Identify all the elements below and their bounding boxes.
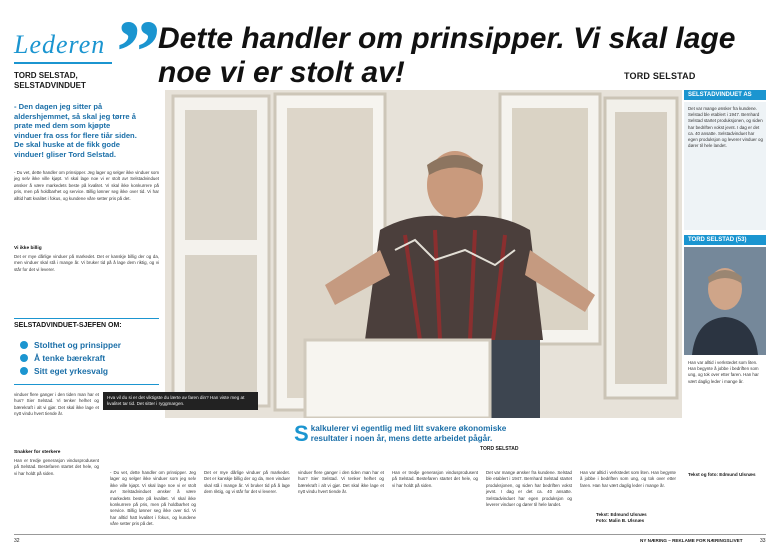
portrait-illustration bbox=[684, 247, 766, 355]
portrait-photo bbox=[684, 247, 766, 355]
values-item: Stolthet og prinsipper bbox=[20, 340, 121, 351]
photo-caption: Hva vil du si er det viktigste du lærte av faren din? Han viste meg at kvalitet tar tid. Det sitter i ryggmargen. bbox=[103, 392, 258, 410]
main-photo bbox=[165, 90, 682, 418]
author-company: SELSTADVINDUET bbox=[14, 81, 86, 90]
portrait-text: Han var alltid i verkstedet som liten. Han begynte å jobbe i bedriften som ung, og tok over etter faren. Han har vært daglig leder i mange år. bbox=[688, 360, 759, 384]
page-number-left: 32 bbox=[14, 538, 20, 544]
body-column-b: Det er mye dårlige vinduer på markedet. Det er kanskje billig der og da, men vinduer skal stå i mange år. Vi bruker tid på å lage dem riktig, og vi står for det vi leverer. bbox=[204, 470, 290, 495]
subheading-2: Snakker for sterkere bbox=[14, 450, 61, 455]
publication-name: NY NÆRING – REKLAME FOR NÆRINGSLIVET bbox=[640, 538, 743, 543]
text-credit: Tekst: Edmund Ulsnæs bbox=[596, 512, 647, 517]
values-list bbox=[20, 340, 121, 379]
fact-box-text: Det var mange ønsker fra kundene. Selstad ble etablert i 1947. Bernhard Selstad startet produksjonen, og siden har bedriften vokst jevnt. I dag er det ca. 40 ansatte. Selstadvinduet har egen produksjon og leverer vinduer og dører til hele landet. bbox=[688, 106, 763, 149]
values-item: Å tenke bærekraft bbox=[20, 353, 121, 364]
fact-box-title: SELSTADVINDUET AS bbox=[684, 90, 766, 100]
headline: Dette handler om prinsipper. Vi skal lage noe vi er stolt av! bbox=[158, 22, 736, 89]
body-column-f: Han var alltid i verkstedet som liten. Han begynte å jobbe i bedriften som ung, og tok over etter faren. Han har vært daglig leder i mange år. bbox=[580, 470, 676, 488]
bullet-icon bbox=[20, 341, 28, 349]
pull-quote-byline: TORD SELSTAD bbox=[480, 446, 519, 452]
body-column-e: Det var mange ønsker fra kundene. Selstad ble etablert i 1947. Bernhard Selstad startet produksjonen, og siden har bedriften vokst jevnt. I dag er det ca. 40 ansatte. Selstadvinduet har egen produksjon og leverer vinduer og dører til hele landet. bbox=[486, 470, 572, 508]
bullet-icon bbox=[20, 354, 28, 362]
workshop-photo-illustration bbox=[165, 90, 682, 418]
body-paragraph-3: vinduer flere ganger i den tiden man har et hus? Sier Selstad. Vi tenker helhet og bærekraft i alt vi gjør. Det skal ikke lage et nytt vindu hvert tiende år. bbox=[14, 392, 99, 417]
footer-rule bbox=[14, 534, 766, 535]
pull-quote-initial: S bbox=[294, 421, 309, 446]
sidebar-credit: Tekst og foto: Edmund Ulsnæs bbox=[688, 472, 756, 477]
values-rule-bottom bbox=[14, 384, 159, 385]
article-credits bbox=[596, 512, 647, 524]
pull-quote bbox=[294, 421, 540, 446]
headline-byline: TORD SELSTAD bbox=[624, 71, 696, 81]
photo-credit: Foto: Malin B. Ulsnæs bbox=[596, 518, 645, 523]
body-paragraph-4: Han er tredje generasjon vindusprodusent på Selstad. Bestefaren startet det hele, og vi har holdt på siden. bbox=[14, 458, 99, 476]
values-rule-top bbox=[14, 318, 159, 319]
body-column-c: vinduer flere ganger i den tiden man har et hus? Sier Selstad. Vi tenker helhet og bærekraft i alt vi gjør. Det skal ikke lage et nytt vindu hvert tiende år. bbox=[298, 470, 384, 495]
body-column-a: - Du vet, dette handler om prinsipper. Jeg lager og selger ikke vinduer som jeg selv ikke ville kjøpt. Vi skal lage noe vi er stolt av! Selstadvinduet ønsker å være markedets beste på kvalitet. Vi skal ikke konkurrere på pris, men på holdbarhet og service. Billig lønner seg ikke over tid. Vi har alltid hatt kvalitet i fokus, og kundene våre setter pris på det. bbox=[110, 470, 196, 527]
author-block bbox=[14, 71, 134, 91]
bullet-icon bbox=[20, 367, 28, 375]
intro-paragraph: - Den dagen jeg sitter på aldershjemmet, så skal jeg tørre å prate med dem som kjøpte vinduer fra oss for flere tiår siden. De skal huske at de fikk gode vinduer! gliser Tord Selstad. bbox=[14, 102, 137, 159]
section-label: Lederen bbox=[14, 30, 106, 59]
section-underline bbox=[14, 62, 112, 64]
quote-mark-icon: ” bbox=[116, 3, 161, 102]
pull-quote-text: kalkulerer vi egentlig med litt svakere økonomiske resultater i noen år, mens dette arbeidet pågår. bbox=[310, 424, 507, 443]
values-item: Sitt eget yrkesvalg bbox=[20, 366, 121, 377]
subheading-1: Vi ikke billig bbox=[14, 246, 42, 251]
body-paragraph-1: - Du vet, dette handler om prinsipper. Jeg lager og selger ikke vinduer som jeg selv ikke ville kjøpt. Vi skal lage noe vi er stolt av! Selstadvinduet ønsker å være markedets beste på kvalitet. Vi skal ikke konkurrere på pris, men på holdbarhet og service. Billig lønner seg ikke over tid. Vi har alltid hatt kvalitet i fokus, og kundene våre setter pris på det. bbox=[14, 170, 159, 201]
body-paragraph-2: Det er mye dårlige vinduer på markedet. Det er kanskje billig der og da, men vinduer skal stå i mange år. Vi bruker tid på å lage dem riktig, og vi står for det vi leverer. bbox=[14, 254, 159, 272]
portrait-title: TORD SELSTAD (53) bbox=[684, 235, 766, 245]
values-title: SELSTADVINDUET-SJEFEN OM: bbox=[14, 322, 122, 329]
body-column-d: Han er tredje generasjon vindusprodusent på Selstad. Bestefaren startet det hele, og vi har holdt på siden. bbox=[392, 470, 478, 488]
author-name: TORD SELSTAD, bbox=[14, 71, 78, 80]
page-number-right: 33 bbox=[760, 538, 766, 544]
